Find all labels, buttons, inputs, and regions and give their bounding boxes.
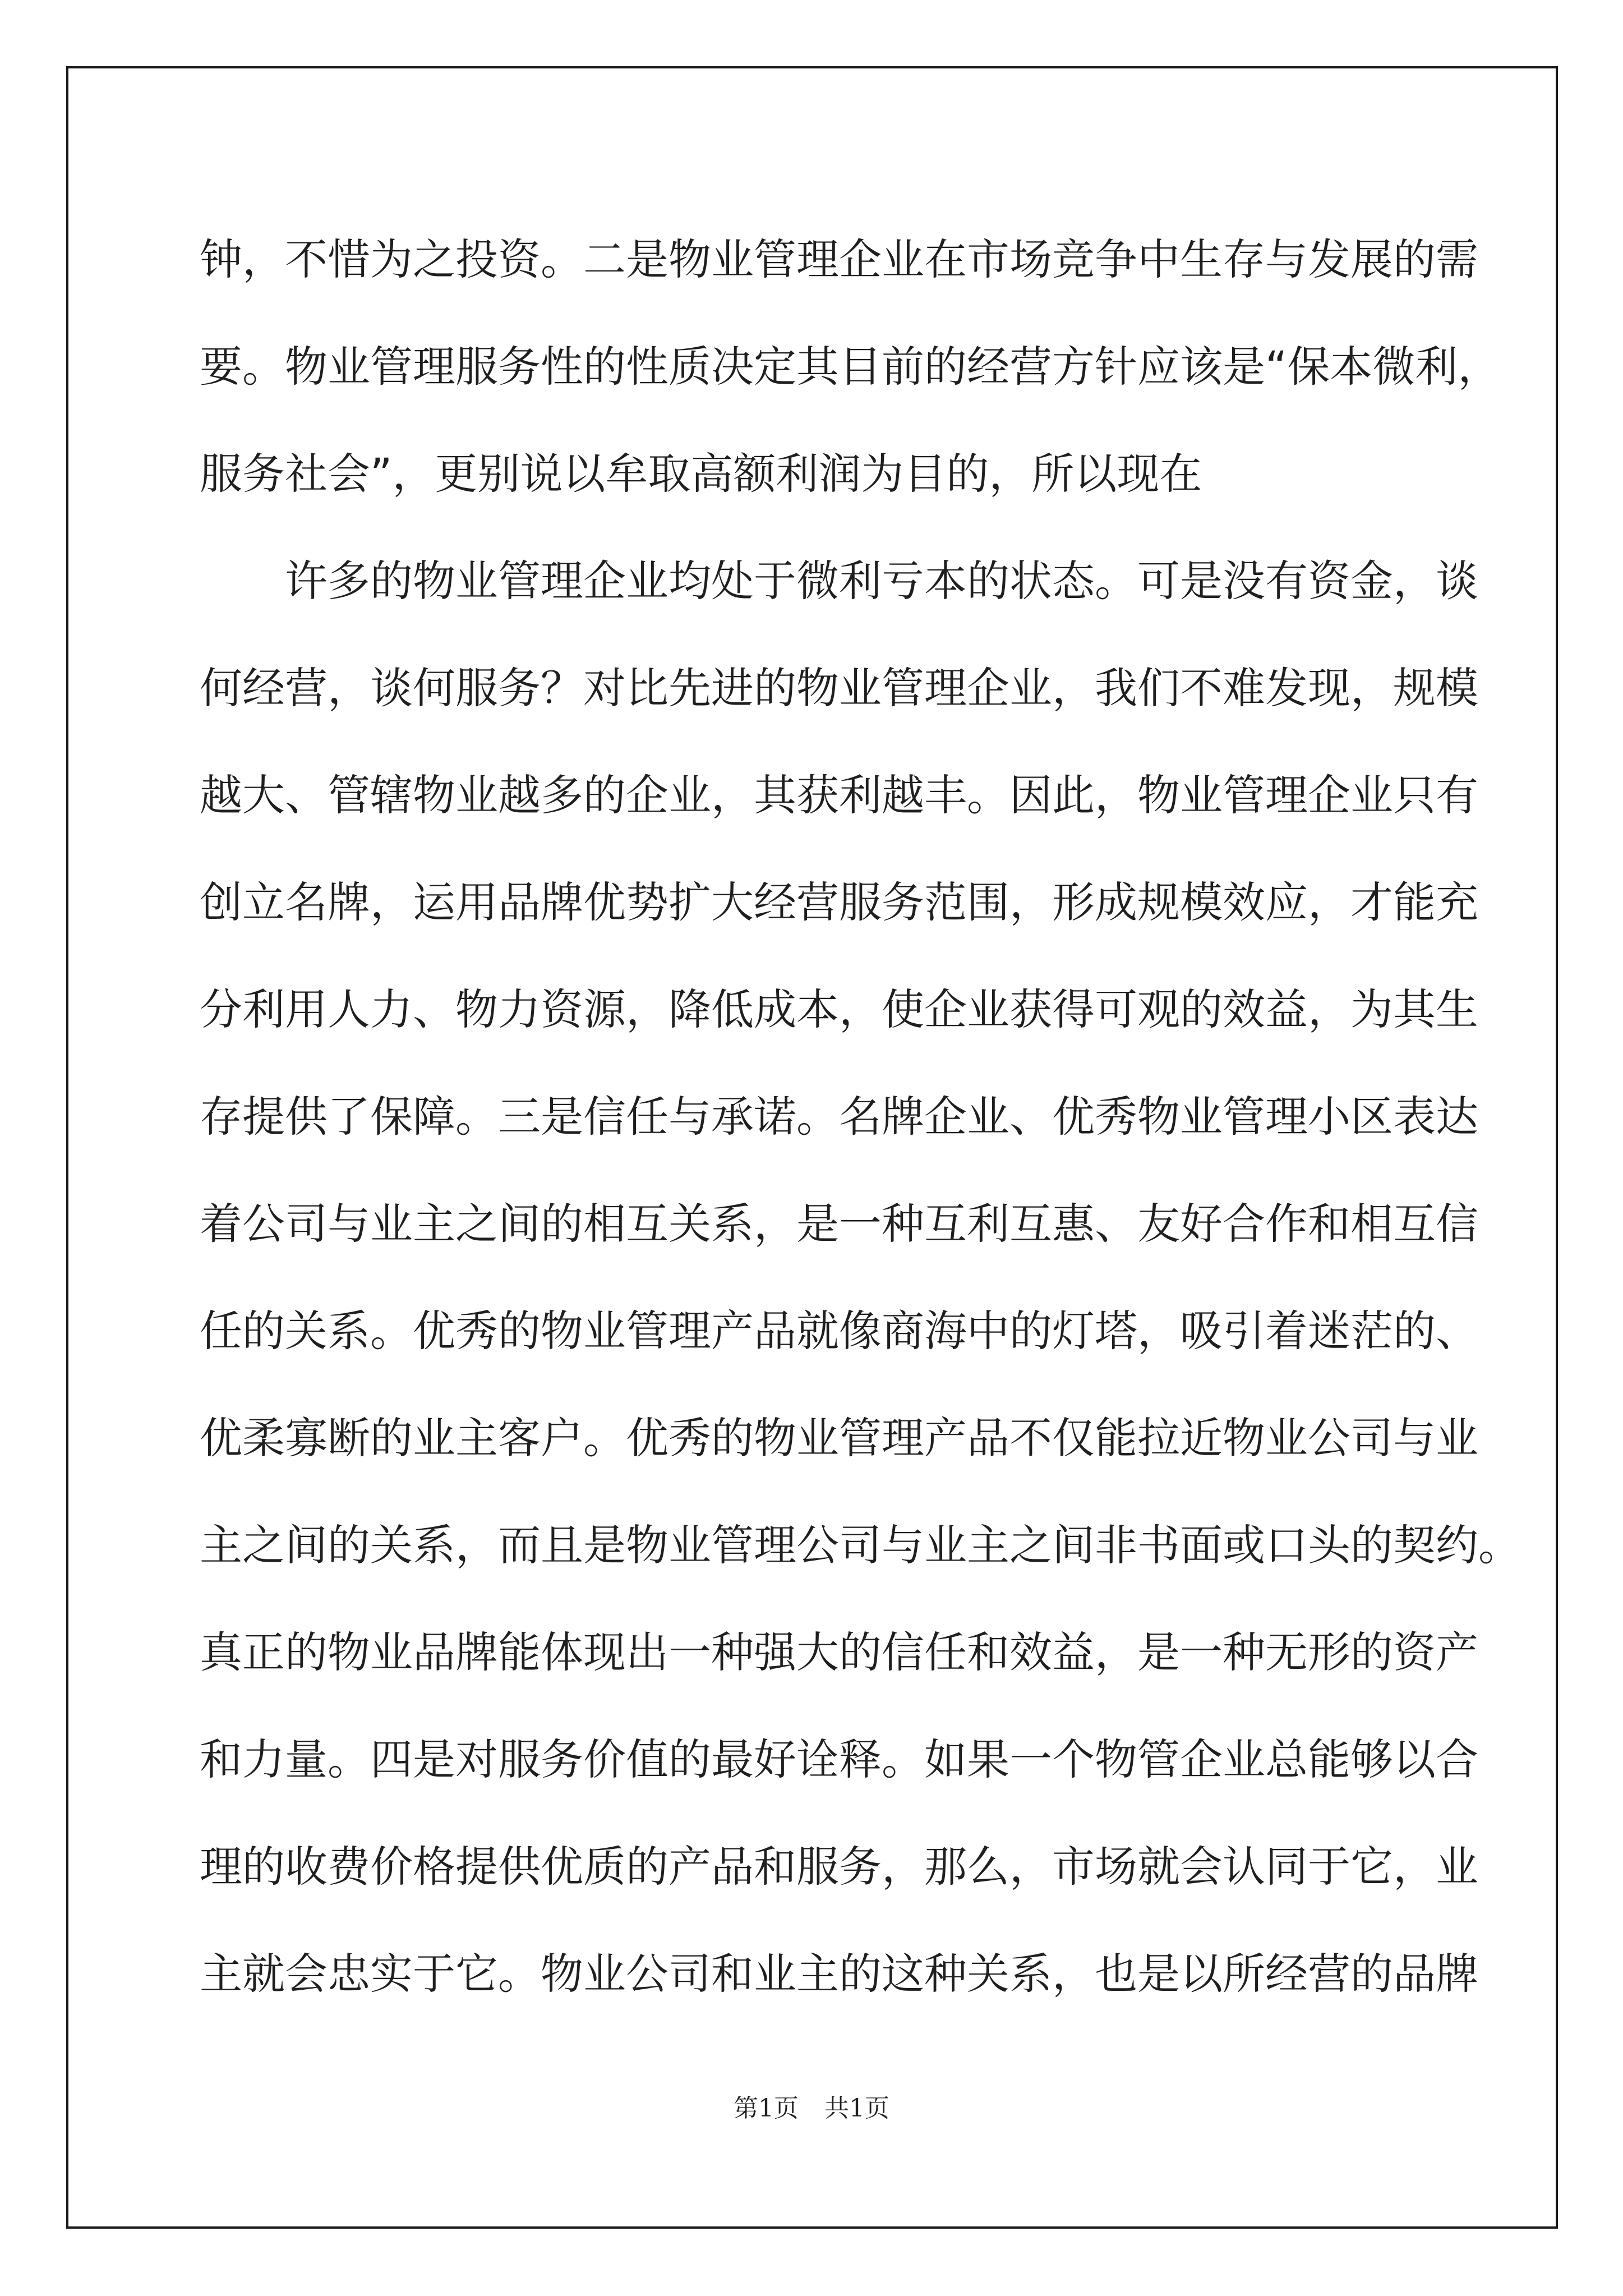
- text-line-8: 分利用人力、物力资源，降低成本，使企业获得可观的效益，为其生: [200, 984, 1478, 1034]
- text-line-5: 何经营，谈何服务？对比先进的物业管理企业，我们不难发现，规模: [200, 663, 1478, 713]
- text-line-11: 任的关系。优秀的物业管理产品就像商海中的灯塔，吸引着迷茫的、: [200, 1306, 1478, 1356]
- text-line-4: 许多的物业管理企业均处于微利亏本的状态。可是没有资金，谈: [285, 556, 1478, 606]
- text-line-15: 和力量。四是对服务价值的最好诠释。如果一个物管企业总能够以合: [200, 1734, 1478, 1784]
- text-line-16: 理的收费价格提供优质的产品和服务，那么，市场就会认同于它，业: [200, 1842, 1478, 1892]
- text-line-10: 着公司与业主之间的相互关系，是一种互利互惠、友好合作和相互信: [200, 1199, 1478, 1249]
- text-line-17: 主就会忠实于它。物业公司和业主的这种关系，也是以所经营的品牌: [200, 1949, 1478, 1999]
- text-line-14: 真正的物业品牌能体现出一种强大的信任和效益，是一种无形的资产: [200, 1627, 1478, 1677]
- page-number: 第1页: [734, 2094, 799, 2123]
- text-line-2: 要。物业管理服务性的性质决定其目前的经营方针应该是“保本微利，: [200, 342, 1501, 392]
- text-line-12: 优柔寡断的业主客户。优秀的物业管理产品不仅能拉近物业公司与业: [200, 1413, 1478, 1463]
- text-line-1: 钟，不惜为之投资。二是物业管理企业在市场竞争中生存与发展的需: [200, 234, 1478, 284]
- text-line-7: 创立名牌，运用品牌优势扩大经营服务范围，形成规模效应，才能充: [200, 877, 1478, 927]
- text-line-13: 主之间的关系，而且是物业管理公司与业主之间非书面或口头的契约。: [200, 1520, 1521, 1570]
- text-line-6: 越大、管辖物业越多的企业，其获利越丰。因此，物业管理企业只有: [200, 770, 1478, 820]
- document-body: [200, 206, 1521, 2027]
- text-line-9: 存提供了保障。三是信任与承诺。名牌企业、优秀物业管理小区表达: [200, 1092, 1478, 1142]
- text-line-3: 服务社会”，更别说以牟取高额利润为目的，所以现在: [200, 449, 1202, 499]
- page-footer: [0, 2088, 1623, 2124]
- page-total: 共1页: [824, 2094, 889, 2123]
